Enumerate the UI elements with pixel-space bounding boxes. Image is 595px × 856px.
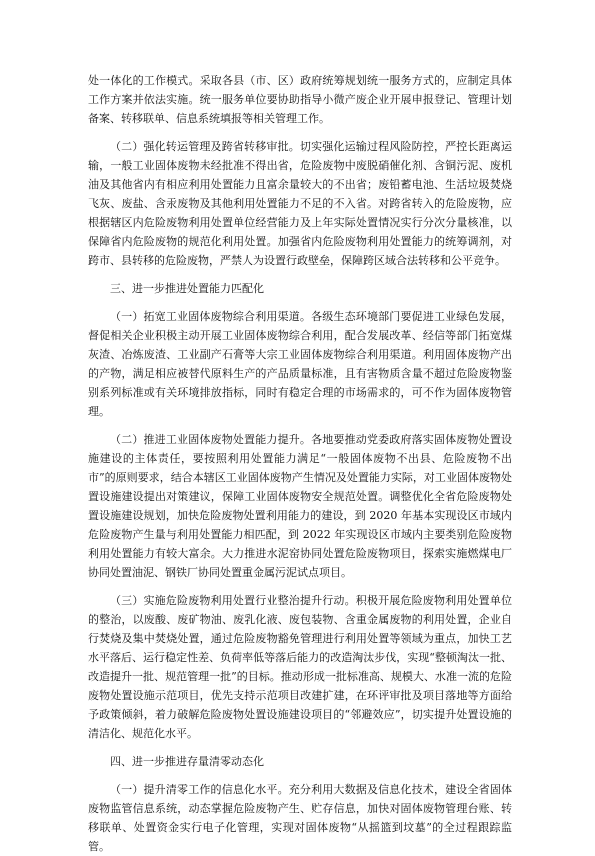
paragraph-industry-rectification: （三）实施危险废物利用处置行业整治提升行动。积极开展危险废物利用处置单位的整治，以废酸、废矿物油、废乳化液、废包装物、含重金属废物的利用处置，企业自行焚烧及集中焚烧处置，通过危险废物豁免管理进行利用处置等领域为重点，加快工艺水平落后、运行稳定性差、负荷率低等落后能力的改造淘汰步伐，实现“整顿淘汰一批、改造提升一批、规范管理一批”的目标。推动形成一批标准高、规模大、水准一流的危险废物处置设施示范项目，优先支持示范项目改建扩建，在环评审批及项目落地等方面给予政策倾斜，着力破解危险废物处置设施建设项目的“邻避效应”，切实提升处置设施的清洁化、规范化水平。 bbox=[88, 594, 512, 740]
section-heading-capacity: 三、进一步推进处置能力匹配化 bbox=[110, 282, 264, 295]
paragraph-utilization-channels: （一）拓宽工业固体废物综合利用渠道。各级生态环境部门要促进工业绿色发展，督促相关企业积极主动开展工业固体废物综合利用，配合发展改革、经信等部门拓宽煤灰渣、冶炼废渣、工业副产石膏等大宗工业固体废物综合利用渠道。利用固体废物产出的产物，满足相应被替代原料生产的产品质量标准，且有害物质含量不超过危险废物鉴别系列标准或有关环境排放指标，同时有稳定合理的市场需求的，可不作为固体废物管理。 bbox=[88, 310, 512, 418]
section-heading-inventory: 四、进一步推进存量清零动态化 bbox=[110, 755, 264, 768]
paragraph-transfer-approval: （二）强化转运管理及跨省转移审批。切实强化运输过程风险防控，严控长距离运输，一般工业固体废物未经批准不得出省，危险废物中废脱硝催化剂、含铜污泥、废机油及其他省内有相应利用处置能力且富余量较大的不出省；废铅蓄电池、生活垃圾焚烧飞灰、废盐、含汞废物及其他利用处置能力不足的不入省。对跨省转入的危险废物，应根据辖区内危险废物利用处置单位经营能力及上年实际处置情况实行分次分量核准，以保障省内危险废物的规范化利用处置。加强省内危险废物利用处置能力的统筹调剂，对跨市、县转移的危险废物，严禁人为设置行政壁垒，保障跨区域合法转移和公平竞争。 bbox=[88, 140, 512, 267]
paragraph-informatization: （一）提升清零工作的信息化水平。充分利用大数据及信息化技术，建设全省固体废物监管信息系统，动态掌握危险废物产生、贮存信息，加快对固体废物管理台账、转移联单、处置资金实行电子化管理，实现对固体废物“从摇篮到坟墓”的全过程跟踪监管。 bbox=[88, 783, 512, 853]
paragraph-continuation: 处一体化的工作模式。采取各县（市、区）政府统筹规划统一服务方式的，应制定具体工作方案并依法实施。统一服务单位要协助指导小微产废企业开展申报登记、管理计划备案、转移联单、信息系统填报等相关管理工作。 bbox=[88, 74, 512, 125]
paragraph-capacity-improvement: （二）推进工业固体废物处置能力提升。各地要推动党委政府落实固体废物处置设施建设的主体责任，要按照利用处置能力满足“一般固体废物不出县、危险废物不出市”的原则要求，结合本辖区工业固体废物产生情况及处置能力实际，对工业固体废物处置设施建设提出对策建议，保障工业固体废物安全规范处置。调整优化全省危险废物处置设施建设规划，加快危险废物处置利用能力的建设，到 2020 年基本实现设区市域内危险废物产生量与利用处置能力相匹配，到 2022 年实现设区市域内主要类别危险废物利用处置能力有较大富余。大力推进水泥窑协同处置危险废物项目，探索实施燃煤电厂协同处置油泥、钢铁厂协同处置重金属污泥试点项目。 bbox=[88, 433, 512, 579]
